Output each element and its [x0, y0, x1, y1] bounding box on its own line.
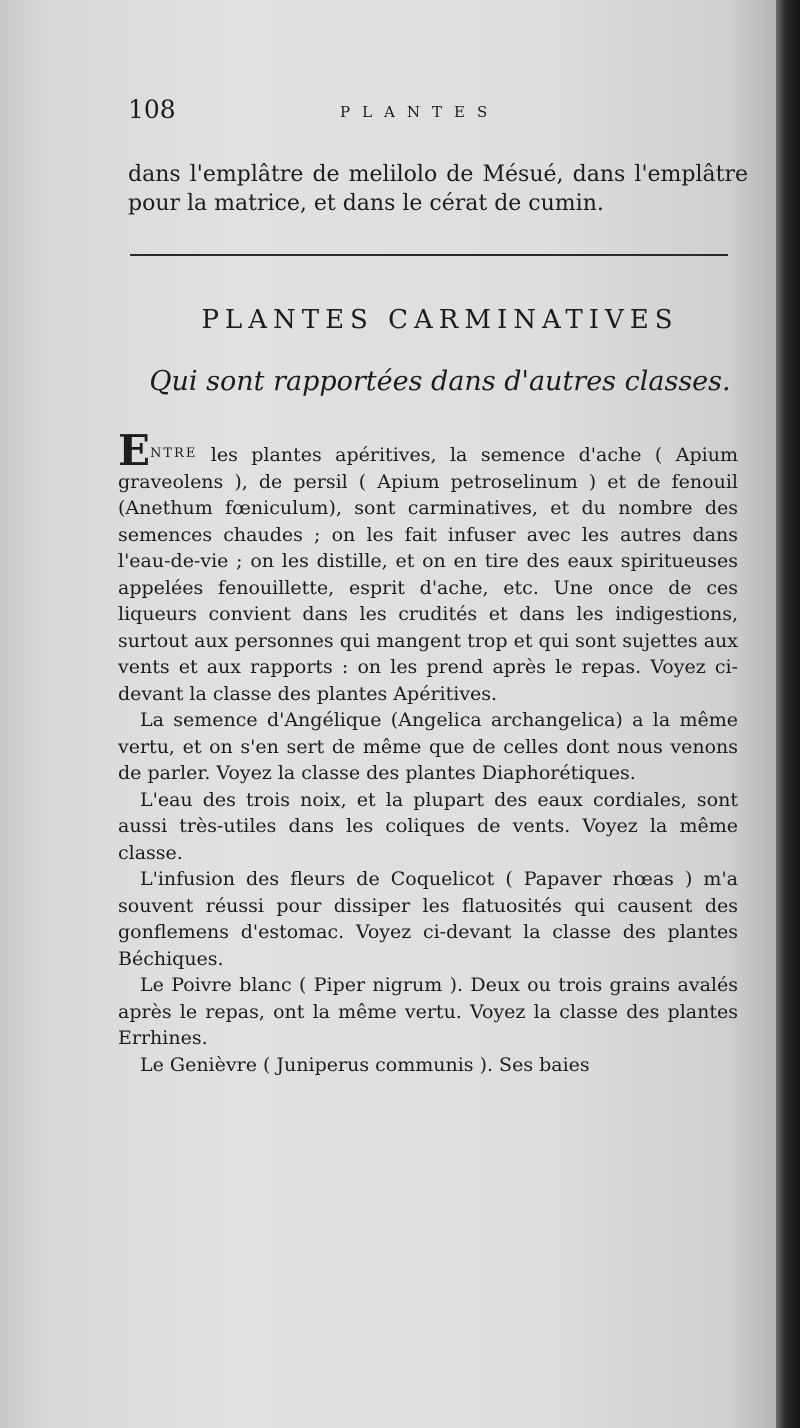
paragraph-1 [118, 426, 738, 707]
page-number: 108 [128, 95, 176, 124]
page-header [128, 95, 738, 129]
body-text [118, 426, 738, 1078]
running-title: PLANTES [340, 103, 500, 121]
section-divider [130, 254, 728, 256]
continuation-text: dans l'emplâtre de melilolo de Mésué, dans l'emplâtre pour la matrice, et dans le cérat de cumin. [128, 162, 748, 216]
paragraph-2: La semence d'Angélique (Angelica archangelica) a la même vertu, et on s'en sert de même que de celles dont nous venons de parler. Voyez la classe des plantes Diaphorétiques. [118, 709, 738, 784]
paragraph-5: Le Poivre blanc ( Piper nigrum ). Deux ou trois grains avalés après le repas, ont la même vertu. Voyez la classe des plantes Errhines. [118, 974, 738, 1049]
drop-cap: E [118, 426, 151, 475]
section-title: PLANTES CARMINATIVES [201, 305, 679, 335]
page-edge-shadow [776, 0, 800, 1428]
paragraph-1-text: les plantes apéritives, la semence d'ache ( Apium graveolens ), de persil ( Apium petroselinum ) et de fenouil (Anethum fœniculum), sont carminatives, et du nombre des semences chaudes ; on les fait infuser avec les autres dans l'eau-de-vie ; on les distille, et on en tire des eaux spiritueuses appelées fenouillette, esprit d'ache, etc. Une once de ces liqueurs convient dans les crudités et dans les indigestions, surtout aux personnes qui mangent trop et qui sont sujettes aux vents et aux rapports : on les prend après le repas. Voyez ci-devant la classe des plantes Apéritives. [118, 444, 738, 705]
small-caps-word: NTRE [150, 446, 198, 461]
paragraph-6: Le Genièvre ( Juniperus communis ). Ses baies [140, 1053, 590, 1076]
paragraph-3: L'eau des trois noix, et la plupart des eaux cordiales, sont aussi très-utiles dans les coliques de vents. Voyez la même classe. [118, 788, 738, 864]
section-subtitle: Qui sont rapportées dans d'autres classes. [149, 366, 731, 397]
paragraph-4: L'infusion des fleurs de Coquelicot ( Papaver rhœas ) m'a souvent réussi pour dissiper les flatuosités qui causent des gonflemens d'estomac. Voyez ci-devant la classe des plantes Béchiques. [118, 868, 738, 970]
